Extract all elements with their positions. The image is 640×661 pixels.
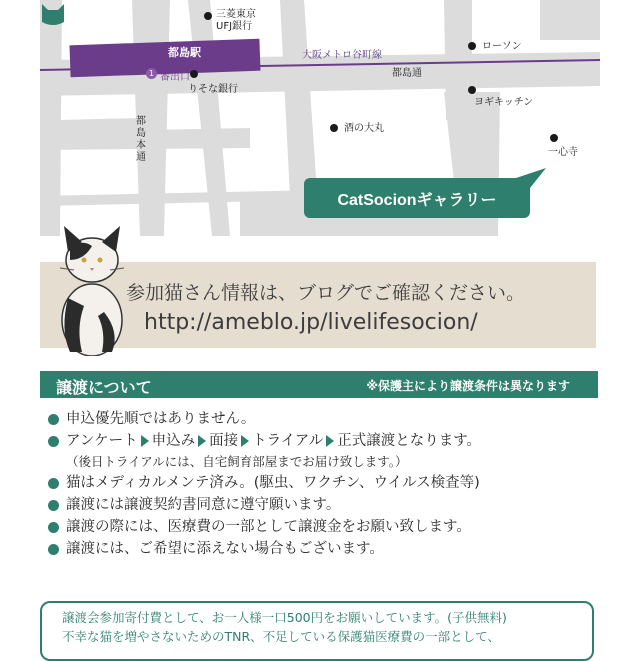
list-item: 譲渡の際には、医療費の一部として譲渡金をお願い致します。 [48,516,608,538]
arrow-right-icon [141,435,149,447]
subway-line-label: 大阪メトロ谷町線 [302,50,382,61]
landmark-lawson: ローソン [482,41,522,52]
section-note: ※保護主により譲渡条件は異なります [366,379,570,393]
station-name: 都島駅 [168,46,201,59]
list-item: 申込優先順ではありません。 [48,408,608,430]
flow-step: トライアル [252,433,324,449]
access-map [40,0,600,236]
blog-url[interactable]: http://ameblo.jp/livelifesocion/ [144,310,478,335]
landmark-resona: りそな銀行 [188,84,238,95]
arrow-right-icon [241,435,249,447]
landmark-isshinji: 一心寺 [548,147,578,158]
section-title: 譲渡について [56,378,152,397]
adoption-section-header [40,371,598,398]
landmark-mufg-line2: UFJ銀行 [216,21,253,32]
arrow-right-icon [198,435,206,447]
list-item-note: （後日トライアルには、自宅飼育部屋までお届け致します。） [66,454,408,469]
donation-text-line1: 譲渡会参加寄付費として、お一人様一口500円をお願いしています。(子供無料) [62,610,507,625]
street-label-hondori: 都島本通 [136,116,146,163]
blog-info-text: 参加猫さん情報は、ブログでご確認ください。 [126,282,526,304]
donation-info-box [40,601,594,661]
landmark-dot-resona [190,70,198,78]
exit-number-badge: 1 [146,68,157,79]
list-item: 猫はメディカルメンテ済み。(駆虫、ワクチン、ウイルス検査等) [48,472,608,494]
arrow-right-icon [326,435,334,447]
landmark-dot-lawson [468,42,476,50]
flow-step: 正式譲渡となります。 [337,433,482,449]
gallery-cat-icon [40,0,66,28]
exit-label: 番出口 [160,72,190,83]
adoption-conditions-list [48,408,608,560]
list-item: 譲渡には、ご希望に添えない場合もございます。 [48,538,608,560]
flow-step: 面接 [209,433,239,449]
donation-text-line2: 不幸な猫を増やさないためのTNR、不足している保護猫医療費の一部として、 [62,629,500,644]
landmark-yogi: ヨギキッチン [474,97,534,108]
landmark-dot-yogi [468,86,476,94]
landmark-mufg-line1: 三菱東京 [216,9,256,20]
flow-step: アンケート [66,433,138,449]
street-label-miyakojima-dori: 都島通 [392,68,422,79]
landmark-dot-mufg [204,12,212,20]
list-item: 譲渡には譲渡契約書同意に遵守願います。 [48,494,608,516]
landmark-dot-sake [330,124,338,132]
list-item-flow [48,430,608,452]
gallery-name-box: CatSocionギャラリー [304,178,530,218]
landmark-dot-isshinji [550,134,558,142]
cat-illustration [54,220,130,356]
flow-step: 申込み [151,433,196,449]
landmark-sake: 酒の大丸 [344,123,384,134]
